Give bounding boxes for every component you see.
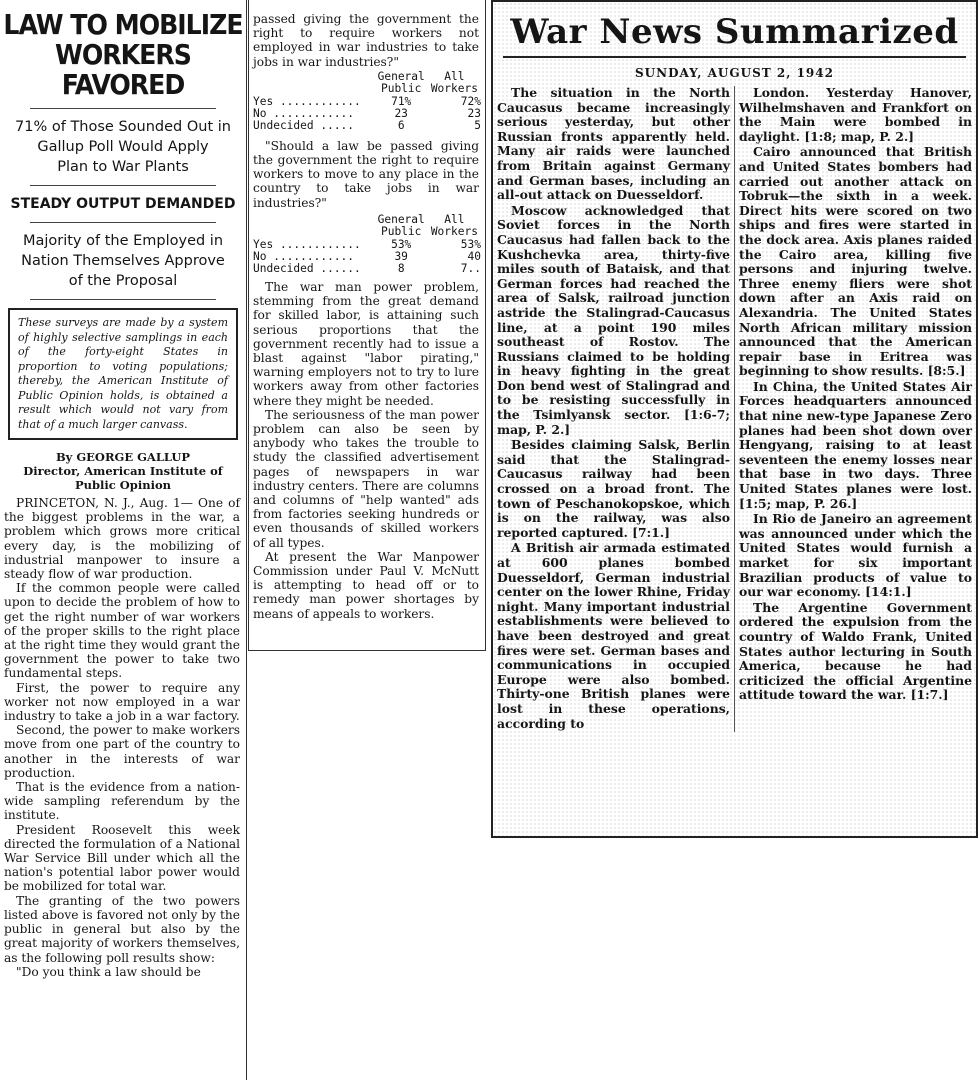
- news-item: Cairo announced that British and United States bombers had carried out another attack on Tobruk—the sixth in a week. Direct hits were scored on two ships and fires were started in the dock area. Axis planes raided the Cairo area, killing five persons and injuring twelve. Three enemy fliers were shot down after an Axis raid on Alexandria. The United States North African military mission announced that the American repair base in Eritrea was beginning to show results. [8:5.]: [738, 144, 972, 379]
- divider: [30, 222, 216, 223]
- war-news-columns: [493, 86, 976, 732]
- news-item: Besides claiming Salsk, Berlin said that the Stalingrad-Caucasus railway had been crossed on a broad front. The town of Peschanokopskoe, which is on the railway, was also reported captured. [7:1.]: [497, 437, 730, 540]
- paragraph: At present the War Manpower Commission under Paul V. McNutt is attempting to head off or to remedy man power shortages by means of appeals to workers.: [253, 549, 479, 621]
- byline-author: By GEORGE GALLUP: [55, 450, 191, 464]
- middle-body: [253, 280, 479, 621]
- poll-row: No ............ 23 23: [253, 107, 481, 121]
- left-article: [0, 0, 246, 979]
- war-news-box: [491, 0, 978, 838]
- news-item: The Argentine Government ordered the expulsion from the country of Waldo Frank, United States author lecturing in South America, because he had criticized the official Argentine attitude toward the war. [1:7.]: [738, 599, 972, 703]
- deck-1-line: Plan to War Plants: [57, 159, 189, 175]
- deck-3-line: Nation Themselves Approve: [21, 253, 225, 269]
- byline-title: Public Opinion: [75, 478, 171, 492]
- poll-header: General Public: [377, 212, 425, 239]
- war-news-date: SUNDAY, AUGUST 2, 1942: [635, 66, 834, 80]
- news-item: In China, the United States Air Forces headquarters announced that nine new-type Japanese Zero planes had been shot down over Hengyang, raising to at least seventeen the enemy losses near that base in two days. Three United States planes were lost. [1:5; map, P. 26.]: [738, 378, 972, 511]
- headline-line-1: LAW TO MOBILIZE: [3, 8, 243, 41]
- deck-2: STEADY OUTPUT DEMANDED: [10, 196, 236, 212]
- poll-table-1: [253, 71, 481, 133]
- middle-article: [248, 0, 486, 651]
- poll-question-1: passed giving the government the right to require workers not employed in war industries to take jobs in war industries?": [253, 12, 479, 69]
- paragraph: If the common people were called upon to decide the problem of how to get the right number of war workers of the proper skills to the right place at the right time they would grant the government the power to take two fundamental steps.: [4, 581, 240, 681]
- deck-1: [4, 117, 242, 177]
- poll-header: General Public: [377, 69, 425, 96]
- deck-1-line: Gallup Poll Would Apply: [37, 139, 209, 155]
- poll-row: Undecided ..... 6 5: [253, 119, 481, 133]
- byline-title: Director, American Institute of: [23, 464, 223, 478]
- divider: [30, 185, 216, 186]
- divider: [30, 299, 216, 300]
- news-item: The situation in the North Caucasus became increasingly serious yesterday, but other Russian fronts apparently held. Many air raids were launched from Britain against Germany and German bases, including an all-out attack on Duesseldorf.: [497, 85, 730, 203]
- column-rule: [246, 0, 247, 1080]
- poll-header: All Workers: [430, 69, 478, 96]
- news-item: London. Yesterday Hanover, Wilhelmshaven and Frankfort on the Main were bombed in daylight. [1:8; map, P. 2.]: [738, 85, 972, 144]
- news-item: Moscow acknowledged that Soviet forces in the North Caucasus had fallen back to the Kushchevka area, thirty-five miles south of Bataisk, and that German forces had reached the area of Salsk, railroad junction astride the Stalingrad-Caucasus line, at a point 190 miles southeast of Rostov. The Russians claimed to be holding in heavy fighting in the great Don bend west of Stalingrad and to be resisting successfully in the Tsimlyansk sector. [1:6-7; map, P. 2.]: [497, 202, 730, 437]
- deck-3: [4, 231, 242, 291]
- news-item: In Rio de Janeiro an agreement was announced under which the United States would furnish a market for six important Brazilian products of value to our war economy. [14:1.]: [738, 511, 972, 600]
- article-body: [4, 496, 240, 979]
- article-headline: [2, 10, 244, 100]
- paragraph: President Roosevelt this week directed the formulation of a National War Service Bill under which all the nation's potential labor power would be mobilized for total war.: [4, 822, 240, 894]
- divider: [30, 108, 216, 109]
- deck-3-line: of the Proposal: [68, 273, 178, 289]
- headline-line-2: WORKERS FAVORED: [55, 38, 191, 101]
- paragraph: First, the power to require any worker not now employed in a war industry to take a job in a war factory.: [4, 680, 240, 724]
- paragraph: That is the evidence from a nation-wide sampling referendum by the institute.: [4, 780, 240, 823]
- poll-row: No ............ 39 40: [253, 250, 481, 264]
- paragraph: The war man power problem, stemming from the great demand for skilled labor, is attaining such serious proportions that the government recently had to issue a blast against "labor pirating," warning employers not to try to lure workers away from other factories where they might be needed.: [253, 279, 479, 408]
- poll-row: Undecided ...... 8 7..: [253, 262, 481, 276]
- war-news-column-2: [735, 86, 976, 732]
- deck-3-line: Majority of the Employed in: [22, 233, 224, 249]
- paragraph: PRINCETON, N. J., Aug. 1— One of the biggest problems in the war, a problem which grows more critical every day, is the mobilizing of industrial manpower to insure a steady flow of war production.: [4, 496, 240, 582]
- poll-question-2: "Should a law be passed giving the government the right to require workers to move to any place in the country to take jobs in war industries?": [253, 138, 479, 210]
- paragraph: The granting of the two powers listed above is favored not only by the public in general but also by the great majority of workers themselves, as the following poll results show:: [4, 893, 240, 965]
- war-news-column-1: [493, 86, 734, 732]
- deck-1-line: 71% of Those Sounded Out in: [15, 119, 231, 135]
- poll-header: All Workers: [430, 212, 478, 239]
- byline: [4, 450, 242, 492]
- paragraph: The seriousness of the man power problem can also be seen by anybody who takes the trouble to study the classified advertisement pages of newspapers in war industry centers. There are columns and columns of "help wanted" ads from factories seeking hundreds or even thousands of skilled workers of all types.: [253, 407, 479, 550]
- news-item: A British air armada estimated at 600 planes bombed Duesseldorf, German industrial center on the lower Rhine, Friday night. Many important industrial establishments were believed to have been destroyed and great fires were set. German bases and communications in occupied Europe were also bombed. Thirty-one British planes were lost in these operations, according to: [497, 540, 731, 731]
- poll-row: Yes ............ 53% 53%: [253, 237, 481, 251]
- poll-table-2: [253, 214, 481, 276]
- paragraph: Second, the power to make workers move from one part of the country to another in the interests of war production.: [4, 723, 240, 780]
- divider: [503, 56, 966, 58]
- survey-note-box: These surveys are made by a system of highly selective samplings in each of the forty-eight States in proportion to voting populations; thereby, the American Institute of Public Opinion holds, is obtained a result which would not vary from that of a much larger canvass.: [8, 308, 238, 440]
- poll-row: Yes ............ 71% 72%: [253, 94, 481, 108]
- war-news-title: War News Summarized: [510, 12, 959, 52]
- paragraph: "Do you think a law should be: [16, 964, 201, 979]
